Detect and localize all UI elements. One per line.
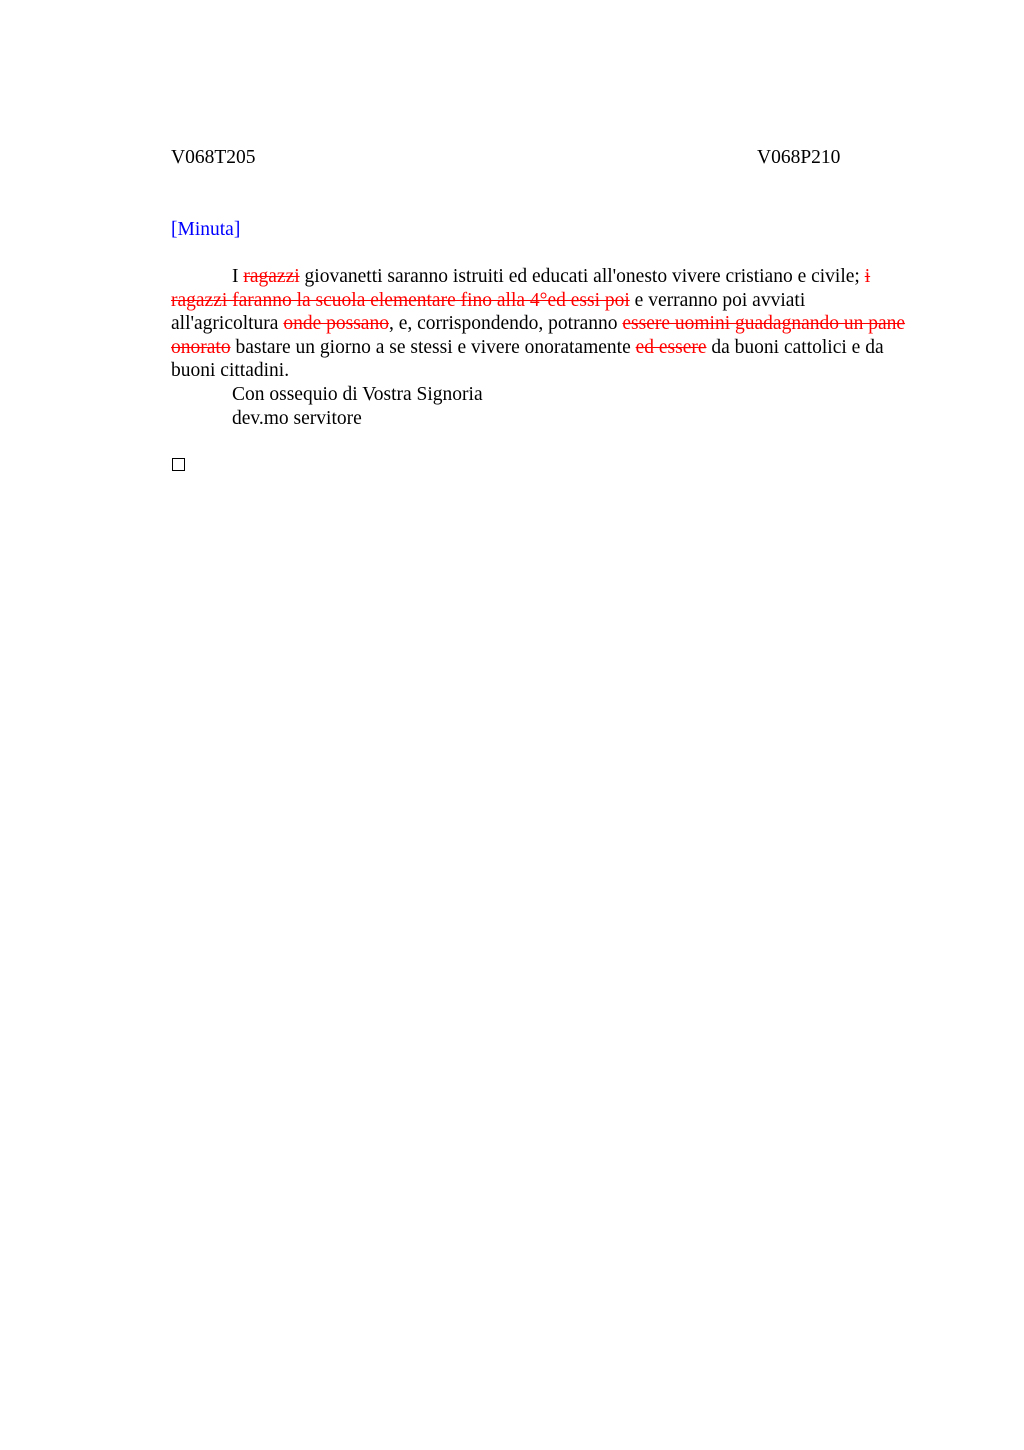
checkbox-square-icon	[172, 458, 185, 471]
segment-0: I	[232, 266, 244, 287]
deleted-segment-7: essere uomini guadagnando un pane onorato	[171, 313, 906, 358]
segment-4: e verranno poi avviati all'agricoltura	[171, 289, 806, 335]
document-code-left: V068T205	[171, 147, 256, 168]
signature-line: dev.mo servitore	[232, 407, 362, 429]
document-code-right: V068P210	[757, 147, 841, 168]
editorial-label: [Minuta]	[171, 219, 241, 240]
closing-salutation: Con ossequio di Vostra Signoria	[232, 383, 483, 405]
segment-2: giovanetti saranno istruiti ed educati all'onesto vivere cristiano e civile;	[299, 266, 865, 287]
deleted-segment-5: onde possano	[283, 313, 389, 335]
deleted-segment-3: i ragazzi faranno la scuola elementare fino alla 4°ed essi poi	[171, 266, 871, 311]
main-paragraph	[171, 265, 911, 383]
segment-6: , e, corrispondendo, potranno	[388, 313, 623, 335]
segment-10: da buoni cattolici e da buoni cittadini.	[171, 336, 884, 382]
letter-body	[171, 265, 911, 430]
deleted-segment-1: ragazzi	[243, 266, 300, 287]
deleted-segment-9: ed essere	[635, 336, 707, 358]
segment-8: bastare un giorno a se stessi e vivere onoratamente	[230, 336, 636, 358]
